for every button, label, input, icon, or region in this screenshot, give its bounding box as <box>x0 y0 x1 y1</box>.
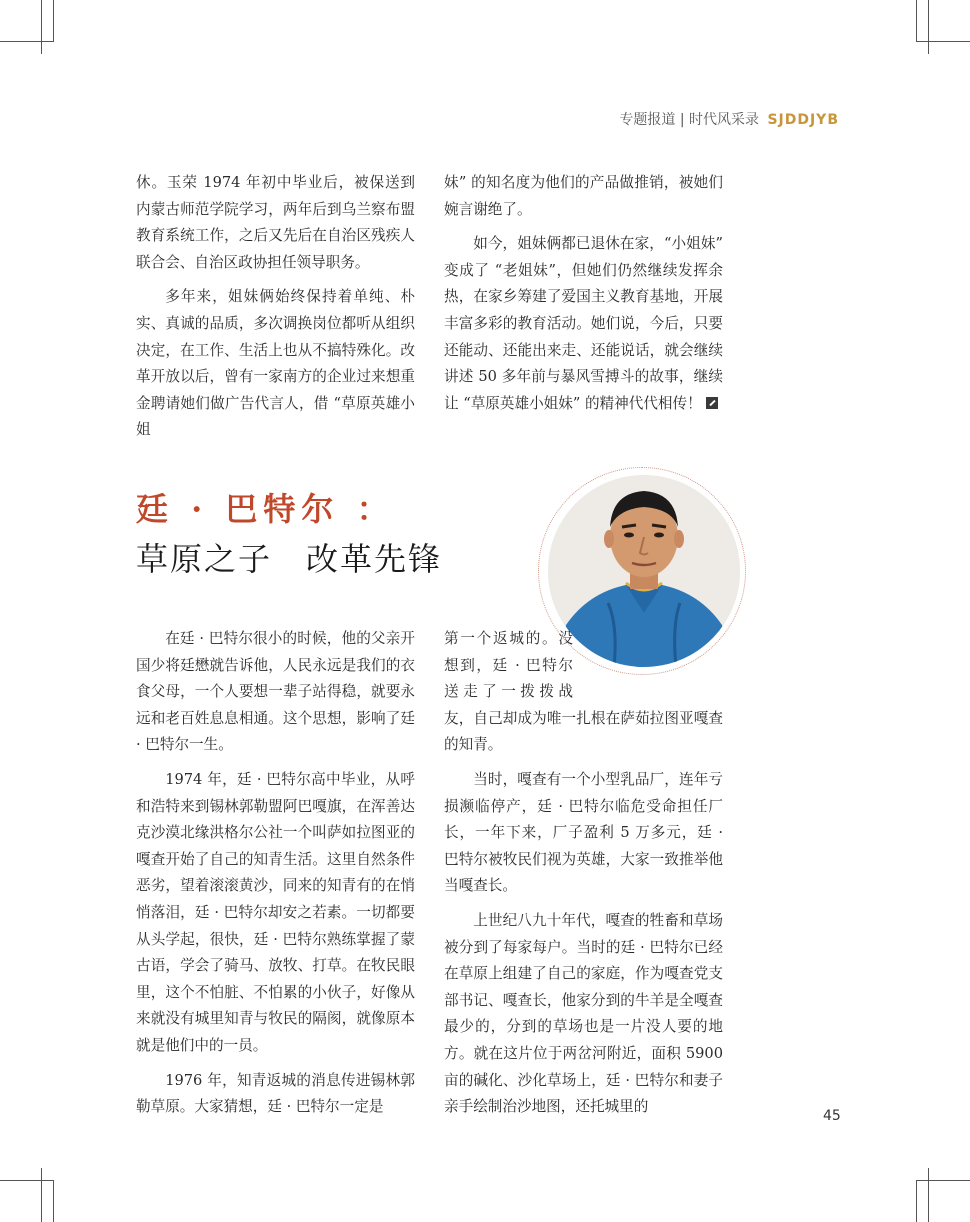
article-title-subtitle: 草原之子 改革先锋 <box>136 540 443 578</box>
page-number: 45 <box>823 1108 841 1124</box>
crop-mark <box>53 1180 54 1222</box>
crop-mark <box>928 0 929 54</box>
crop-mark <box>916 1180 917 1222</box>
text-column-bottom-right <box>444 626 723 1129</box>
crop-mark <box>916 1180 970 1181</box>
crop-mark <box>41 0 42 54</box>
crop-mark <box>0 1180 54 1181</box>
paragraph: 休。玉荣 1974 年初中毕业后，被保送到内蒙古师范学院学习，两年后到乌兰察布盟教育系统工作，之后又先后在自治区残疾人联合会、自治区政协担任领导职务。 <box>136 174 415 271</box>
text-column-bottom-left <box>136 626 415 1129</box>
paragraph: 1974 年，廷 · 巴特尔高中毕业，从呼和浩特来到锡林郭勒盟阿巴嘎旗，在浑善达克沙漠北缘洪格尔公社一个叫萨如拉图亚的嘎查开始了自己的知青生活。这里自然条件恶劣，望着滚滚黄沙，同来的知青有的在悄悄落泪，廷 · 巴特尔却安之若素。一切都要从头学起，很快，廷 · 巴特尔熟练掌握了蒙古语，学会了骑马、放牧、打草。在牧民眼里，这个不怕脏、不怕累的小伙子，好像从来就没有城里知青与牧民的隔阂，就像原本就是他们中的一员。 <box>136 770 415 1054</box>
crop-mark <box>53 0 54 42</box>
text-wrap-spacer <box>573 626 723 701</box>
paragraph <box>444 231 723 417</box>
header-section: 专题报道 <box>619 112 676 128</box>
header-code: SJDDJYB <box>767 112 839 128</box>
paragraph: 第一个返城的。没想到，廷 · 巴特尔送走了一拨拨战友，自己却成为唯一扎根在萨茹拉图亚嘎查的知青。 <box>444 630 723 754</box>
text-column-top-right <box>444 170 723 425</box>
crop-mark <box>41 1168 42 1222</box>
crop-mark <box>916 41 970 42</box>
header-separator: | <box>679 112 685 128</box>
paragraph: 在廷 · 巴特尔很小的时候，他的父亲开国少将廷懋就告诉他，人民永远是我们的衣食父母，一个人要想一辈子站得稳，就要永远和老百姓息息相通。这个思想，影响了廷 · 巴特尔一生。 <box>136 630 415 754</box>
crop-mark <box>0 41 54 42</box>
paragraph: 当时，嘎查有一个小型乳品厂，连年亏损濒临停产，廷 · 巴特尔临危受命担任厂长，一年下来，厂子盈利 5 万多元，廷 · 巴特尔被牧民们视为英雄，大家一致推举他当嘎查长。 <box>444 770 723 895</box>
end-mark-icon <box>706 397 718 409</box>
crop-mark <box>916 0 917 42</box>
running-header <box>619 109 839 129</box>
paragraph-text: 如今，姐妹俩都已退休在家，“小姐妹” 变成了 “老姐妹”，但她们仍然继续发挥余热，在家乡筹建了爱国主义教育基地，开展丰富多彩的教育活动。她们说，今后，只要还能动、还能出来走、还能说话，就会继续讲述 50 多年前与暴风雪搏斗的故事，继续让 “草原英雄小姐妹” 的精神代代相传！ <box>444 235 723 412</box>
paragraph: 上世纪八九十年代，嘎查的牲畜和草场被分到了每家每户。当时的廷 · 巴特尔已经在草原上组建了自己的家庭，作为嘎查党支部书记、嘎查长，他家分到的牛羊是全嘎查最少的，分到的草场也是一片没人要的地方。就在这片位于两岔河附近，面积 5900 亩的碱化、沙化草场上，廷 · 巴特尔和妻子亲手绘制治沙地图，还托城里的 <box>444 911 723 1116</box>
header-column: 时代风采录 <box>688 112 759 128</box>
article-title-name: 廷 · 巴特尔 ： <box>136 490 395 528</box>
text-column-top-left <box>136 170 415 452</box>
crop-mark <box>928 1168 929 1222</box>
paragraph: 1976 年，知青返城的消息传进锡林郭勒草原。大家猜想，廷 · 巴特尔一定是 <box>136 1071 415 1116</box>
paragraph: 多年来，姐妹俩始终保持着单纯、朴实、真诚的品质，多次调换岗位都听从组织决定，在工作、生活上也从不搞特殊化。改革开放以后，曾有一家南方的企业过来想重金聘请她们做广告代言人，借 “草原英雄小姐 <box>136 288 415 439</box>
paragraph: 妹” 的知名度为他们的产品做推销，被她们婉言谢绝了。 <box>444 174 723 218</box>
